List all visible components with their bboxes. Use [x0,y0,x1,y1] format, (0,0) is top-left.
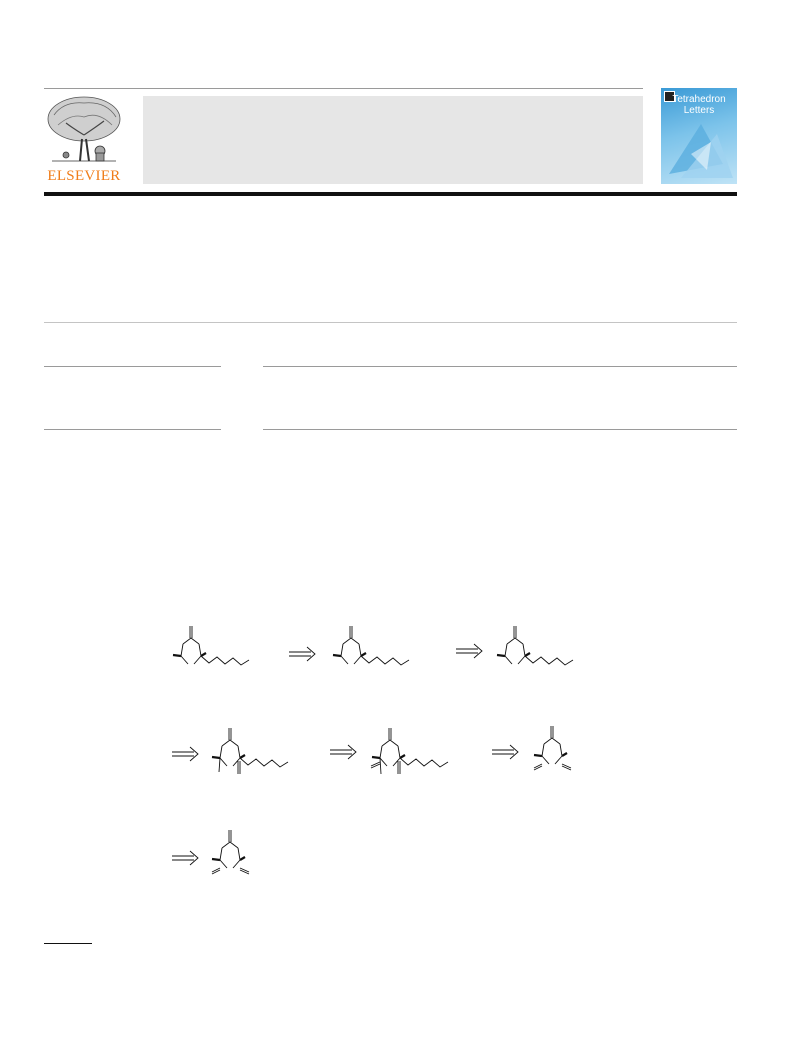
structure-5 [371,728,448,774]
cover-title-line2: Letters [683,105,715,116]
retro-arrow-4 [330,745,356,759]
footnote-rule [44,943,92,944]
structure-4 [212,728,288,774]
structure-6 [534,726,571,770]
structure-7 [212,830,249,874]
structure-2 [333,626,409,665]
cover-title-line1: Tetrahedron [672,94,726,105]
retro-arrow-5 [492,745,518,759]
publisher-wordmark: ELSEVIER [47,168,121,184]
structure-1 [173,626,249,665]
retro-arrow-2 [456,644,482,658]
retro-arrow-1 [289,647,315,661]
retro-arrow-3 [172,747,198,761]
retro-arrow-6 [172,851,198,865]
structure-3 [497,626,573,665]
